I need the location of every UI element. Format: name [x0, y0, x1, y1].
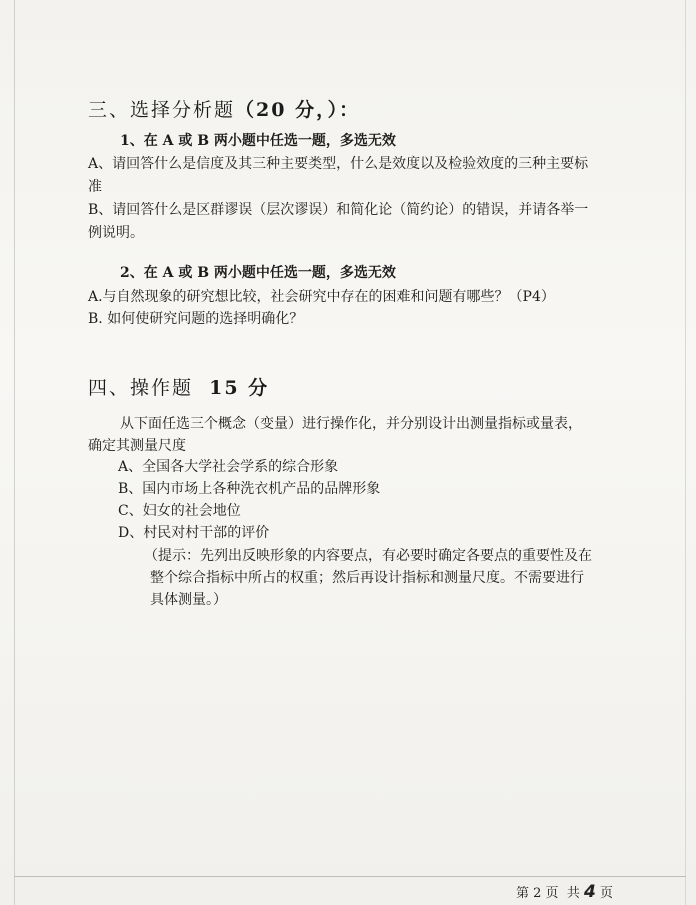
q1-option-a-line2: 准	[88, 179, 102, 195]
section-three-title	[88, 95, 360, 122]
page-footer	[516, 882, 613, 902]
total-pages-suffix: 页	[599, 886, 613, 901]
hint-line3: 具体测量。）	[150, 592, 227, 608]
q2-instruction: 2、在 A 或 B 两小题中任选一题，多选无效	[120, 265, 396, 281]
q1-option-b-line1: B、请回答什么是区群谬误（层次谬误）和简化论（简约论）的错误，并请各举一	[88, 202, 589, 218]
hint-line2: 整个综合指标中所占的权重；然后再设计指标和测量尺度。不需要进行	[150, 570, 584, 586]
section-three-heading: 三、选择分析题	[88, 99, 236, 121]
page-number-label: 第 2 页	[516, 886, 559, 901]
total-pages-number: 4	[583, 882, 596, 902]
q1-option-b-line2: 例说明。	[88, 225, 144, 241]
total-pages-prefix: 共	[566, 886, 580, 901]
section-four-intro-line2: 确定其测量尺度	[88, 438, 186, 454]
section-three-score: （20 分，）：	[235, 99, 361, 121]
section-four-heading: 四、操作题	[88, 377, 194, 399]
section-four-title	[88, 373, 269, 400]
hint-line1: （提示：先列出反映形象的内容要点，有必要时确定各要点的重要性及在	[144, 548, 592, 564]
section-four-score: 15 分	[209, 377, 270, 399]
q2-option-a: A.与自然现象的研究想比较，社会研究中存在的困难和问题有哪些？（P4）	[88, 289, 555, 305]
page-left-edge	[14, 0, 15, 905]
concept-option-b: B、国内市场上各种洗衣机产品的品牌形象	[118, 481, 381, 497]
footer-rule	[14, 876, 686, 877]
q2-option-b: B. 如何使研究问题的选择明确化？	[88, 311, 304, 327]
page-right-edge	[685, 0, 686, 905]
q1-option-a-line1: A、请回答什么是信度及其三种主要类型，什么是效度以及检验效度的三种主要标	[88, 156, 589, 172]
concept-option-d: D、村民对村干部的评价	[118, 525, 270, 541]
concept-option-c: C、妇女的社会地位	[118, 503, 241, 519]
q1-instruction: 1、在 A 或 B 两小题中任选一题，多选无效	[120, 133, 396, 149]
section-four-intro-line1: 从下面任选三个概念（变量）进行操作化，并分别设计出测量指标或量表，	[120, 416, 582, 432]
concept-option-a: A、全国各大学社会学系的综合形象	[118, 459, 339, 475]
